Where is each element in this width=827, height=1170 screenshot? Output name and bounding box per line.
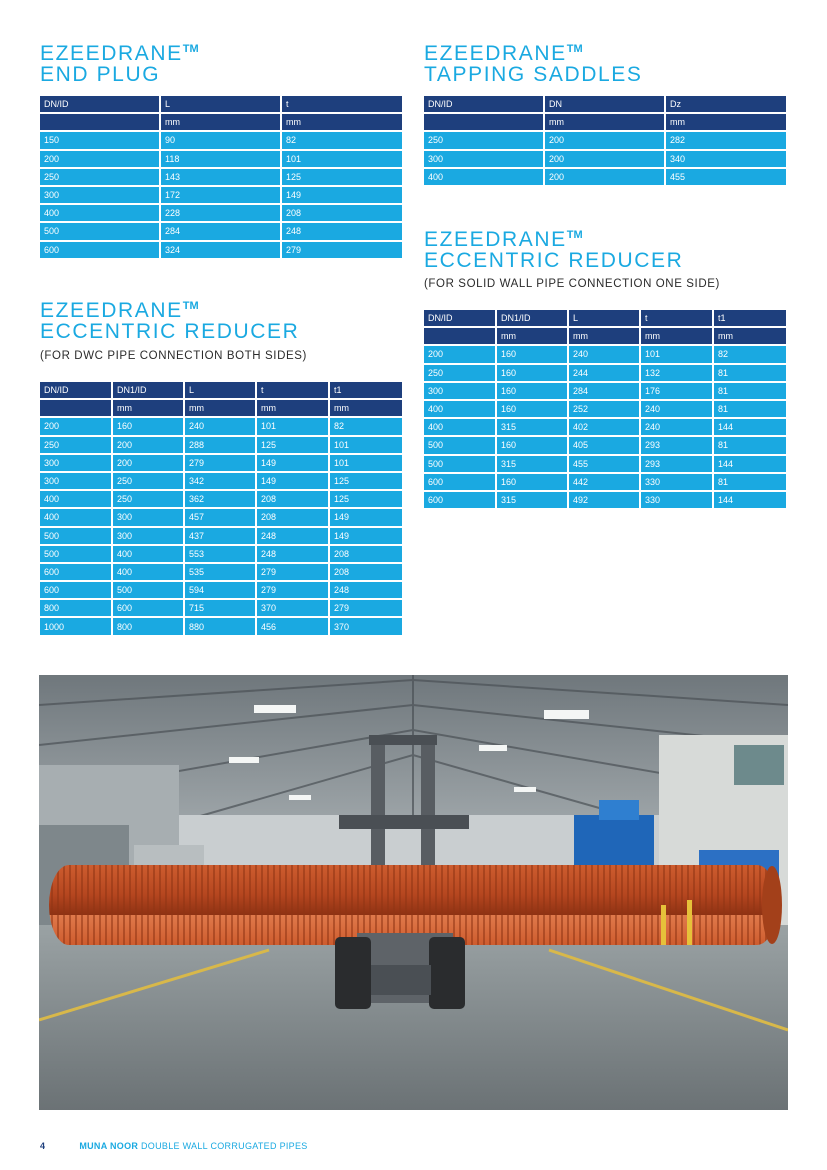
table-cell: 600	[40, 581, 112, 599]
table-cell: 400	[112, 563, 184, 581]
table-cell: 500	[424, 436, 496, 454]
table-cell: 82	[329, 417, 402, 435]
table-cell: 90	[160, 131, 281, 149]
table-cell: 125	[329, 472, 402, 490]
column-header: L	[184, 382, 256, 399]
footer-brand: MUNA NOOR	[79, 1141, 139, 1151]
table-cell: 600	[40, 563, 112, 581]
table-cell: 300	[112, 527, 184, 545]
table-cell: 293	[640, 436, 713, 454]
table-cell: 500	[424, 455, 496, 473]
page-footer	[40, 1141, 308, 1151]
table-row	[40, 508, 402, 526]
table-row	[40, 472, 402, 490]
eccentric-reducer-solid-subtitle: (FOR SOLID WALL PIPE CONNECTION ONE SIDE)	[424, 278, 720, 290]
table-cell: 101	[329, 436, 402, 454]
unit-cell: mm	[256, 399, 329, 417]
table-row	[40, 204, 402, 222]
table-cell: 293	[640, 455, 713, 473]
table-row	[40, 436, 402, 454]
table-cell: 144	[713, 418, 786, 436]
unit-cell	[40, 399, 112, 417]
table-cell: 132	[640, 364, 713, 382]
table-cell: 437	[184, 527, 256, 545]
tapping-saddles-table	[424, 96, 786, 187]
table-cell: 600	[424, 491, 496, 509]
warehouse-forklift-photo	[39, 675, 788, 1110]
table-cell: 315	[496, 418, 568, 436]
column-header: t	[281, 96, 402, 113]
table-cell: 149	[329, 527, 402, 545]
table-cell: 284	[568, 382, 640, 400]
table-cell: 340	[665, 150, 786, 168]
table-cell: 400	[424, 400, 496, 418]
column-header: DN1/ID	[112, 382, 184, 399]
table-cell: 82	[713, 345, 786, 363]
table-cell: 600	[112, 599, 184, 617]
table-cell: 200	[40, 150, 160, 168]
table-unit-row	[424, 327, 786, 345]
table-cell: 492	[568, 491, 640, 509]
table-unit-row	[40, 399, 402, 417]
table-row	[424, 491, 786, 509]
table-cell: 81	[713, 436, 786, 454]
table-cell: 456	[256, 617, 329, 635]
table-cell: 160	[496, 473, 568, 491]
table-cell: 402	[568, 418, 640, 436]
tapping-saddles-title: EZEEDRANE™ TAPPING SADDLES	[424, 42, 643, 86]
table-cell: 279	[256, 581, 329, 599]
unit-cell: mm	[568, 327, 640, 345]
table-row	[40, 222, 402, 240]
table-cell: 279	[281, 241, 402, 259]
table-row	[424, 131, 786, 149]
eccentric-reducer-solid-title: EZEEDRANE™ ECCENTRIC REDUCER	[424, 228, 684, 272]
table-cell: 288	[184, 436, 256, 454]
table-row	[424, 382, 786, 400]
table-cell: 248	[281, 222, 402, 240]
table-cell: 81	[713, 473, 786, 491]
table-cell: 81	[713, 382, 786, 400]
column-header: t1	[713, 310, 786, 327]
column-header: DN/ID	[424, 310, 496, 327]
table-cell: 160	[496, 400, 568, 418]
table-cell: 160	[496, 382, 568, 400]
unit-cell: mm	[544, 113, 665, 131]
table-cell: 150	[40, 131, 160, 149]
table-cell: 250	[40, 436, 112, 454]
eccentric-reducer-dwc-table	[40, 382, 402, 637]
table-cell: 300	[40, 454, 112, 472]
table-cell: 160	[496, 345, 568, 363]
table-row	[40, 545, 402, 563]
table-cell: 594	[184, 581, 256, 599]
table-cell: 101	[640, 345, 713, 363]
table-unit-row	[424, 113, 786, 131]
table-row	[40, 150, 402, 168]
column-header: Dz	[665, 96, 786, 113]
table-cell: 500	[40, 527, 112, 545]
table-row	[424, 345, 786, 363]
table-row	[424, 473, 786, 491]
table-cell: 800	[112, 617, 184, 635]
table-cell: 160	[496, 364, 568, 382]
table-row	[40, 131, 402, 149]
table-cell: 118	[160, 150, 281, 168]
table-row	[424, 150, 786, 168]
table-header-row	[424, 310, 786, 327]
table-cell: 300	[424, 382, 496, 400]
table-row	[424, 455, 786, 473]
table-cell: 800	[40, 599, 112, 617]
table-row	[40, 599, 402, 617]
unit-cell	[424, 113, 544, 131]
table-cell: 244	[568, 364, 640, 382]
unit-cell: mm	[665, 113, 786, 131]
column-header: DN/ID	[40, 382, 112, 399]
table-cell: 442	[568, 473, 640, 491]
column-header: t	[640, 310, 713, 327]
table-row	[40, 454, 402, 472]
table-row	[40, 490, 402, 508]
table-cell: 405	[568, 436, 640, 454]
table-cell: 101	[256, 417, 329, 435]
table-cell: 330	[640, 491, 713, 509]
end-plug-title: EZEEDRANE™ END PLUG	[40, 42, 199, 86]
table-cell: 208	[329, 563, 402, 581]
table-cell: 370	[329, 617, 402, 635]
table-cell: 144	[713, 455, 786, 473]
table-unit-row	[40, 113, 402, 131]
unit-cell: mm	[112, 399, 184, 417]
table-cell: 82	[281, 131, 402, 149]
table-cell: 279	[329, 599, 402, 617]
table-cell: 200	[112, 454, 184, 472]
table-row	[40, 563, 402, 581]
table-cell: 143	[160, 168, 281, 186]
table-row	[40, 527, 402, 545]
table-cell: 101	[329, 454, 402, 472]
table-row	[424, 364, 786, 382]
unit-cell	[40, 113, 160, 131]
table-cell: 279	[256, 563, 329, 581]
table-cell: 208	[329, 545, 402, 563]
table-cell: 208	[256, 508, 329, 526]
table-cell: 500	[112, 581, 184, 599]
table-row	[424, 400, 786, 418]
table-cell: 228	[160, 204, 281, 222]
table-cell: 600	[40, 241, 160, 259]
table-cell: 315	[496, 491, 568, 509]
eccentric-reducer-solid-table	[424, 310, 786, 510]
table-row	[424, 436, 786, 454]
table-cell: 248	[256, 527, 329, 545]
table-cell: 149	[256, 454, 329, 472]
table-cell: 240	[184, 417, 256, 435]
table-cell: 500	[40, 222, 160, 240]
eccentric-reducer-dwc-title: EZEEDRANE™ ECCENTRIC REDUCER	[40, 299, 300, 343]
table-row	[40, 417, 402, 435]
table-cell: 200	[424, 345, 496, 363]
eccentric-reducer-dwc-subtitle: (FOR DWC PIPE CONNECTION BOTH SIDES)	[40, 350, 307, 362]
table-cell: 172	[160, 186, 281, 204]
table-cell: 208	[281, 204, 402, 222]
footer-text: DOUBLE WALL CORRUGATED PIPES	[138, 1141, 308, 1151]
table-cell: 149	[281, 186, 402, 204]
table-header-row	[40, 382, 402, 399]
table-cell: 282	[665, 131, 786, 149]
table-cell: 149	[256, 472, 329, 490]
unit-cell: mm	[160, 113, 281, 131]
unit-cell	[424, 327, 496, 345]
table-cell: 600	[424, 473, 496, 491]
table-cell: 250	[112, 472, 184, 490]
table-cell: 160	[496, 436, 568, 454]
table-cell: 81	[713, 364, 786, 382]
table-cell: 144	[713, 491, 786, 509]
table-cell: 125	[329, 490, 402, 508]
table-row	[424, 168, 786, 186]
unit-cell: mm	[496, 327, 568, 345]
table-cell: 200	[40, 417, 112, 435]
table-cell: 200	[544, 131, 665, 149]
end-plug-table	[40, 96, 402, 260]
table-cell: 330	[640, 473, 713, 491]
table-cell: 324	[160, 241, 281, 259]
table-cell: 200	[544, 168, 665, 186]
table-cell: 248	[329, 581, 402, 599]
unit-cell: mm	[640, 327, 713, 345]
unit-cell: mm	[713, 327, 786, 345]
table-cell: 200	[112, 436, 184, 454]
table-cell: 252	[568, 400, 640, 418]
unit-cell: mm	[329, 399, 402, 417]
table-cell: 250	[112, 490, 184, 508]
column-header: L	[568, 310, 640, 327]
page-number: 4	[40, 1141, 46, 1151]
table-cell: 455	[665, 168, 786, 186]
table-cell: 715	[184, 599, 256, 617]
table-header-row	[424, 96, 786, 113]
table-row	[40, 241, 402, 259]
table-cell: 176	[640, 382, 713, 400]
table-cell: 400	[424, 418, 496, 436]
table-cell: 81	[713, 400, 786, 418]
table-cell: 400	[40, 204, 160, 222]
table-cell: 400	[112, 545, 184, 563]
table-cell: 362	[184, 490, 256, 508]
table-cell: 300	[40, 186, 160, 204]
unit-cell: mm	[184, 399, 256, 417]
table-cell: 240	[640, 400, 713, 418]
table-cell: 279	[184, 454, 256, 472]
column-header: DN	[544, 96, 665, 113]
table-cell: 370	[256, 599, 329, 617]
table-cell: 200	[544, 150, 665, 168]
table-cell: 160	[112, 417, 184, 435]
table-cell: 248	[256, 545, 329, 563]
table-cell: 149	[329, 508, 402, 526]
table-header-row	[40, 96, 402, 113]
table-row	[40, 186, 402, 204]
column-header: DN1/ID	[496, 310, 568, 327]
table-cell: 400	[40, 490, 112, 508]
table-cell: 250	[424, 131, 544, 149]
table-cell: 300	[424, 150, 544, 168]
table-cell: 125	[256, 436, 329, 454]
table-cell: 208	[256, 490, 329, 508]
table-cell: 250	[40, 168, 160, 186]
table-cell: 284	[160, 222, 281, 240]
table-cell: 342	[184, 472, 256, 490]
table-cell: 457	[184, 508, 256, 526]
table-cell: 240	[568, 345, 640, 363]
column-header: DN/ID	[424, 96, 544, 113]
column-header: L	[160, 96, 281, 113]
table-cell: 125	[281, 168, 402, 186]
column-header: DN/ID	[40, 96, 160, 113]
table-row	[40, 581, 402, 599]
table-cell: 553	[184, 545, 256, 563]
table-cell: 455	[568, 455, 640, 473]
table-cell: 535	[184, 563, 256, 581]
table-cell: 101	[281, 150, 402, 168]
table-cell: 400	[424, 168, 544, 186]
table-cell: 400	[40, 508, 112, 526]
table-cell: 1000	[40, 617, 112, 635]
table-row	[424, 418, 786, 436]
unit-cell: mm	[281, 113, 402, 131]
table-cell: 250	[424, 364, 496, 382]
table-cell: 315	[496, 455, 568, 473]
table-cell: 300	[40, 472, 112, 490]
table-cell: 880	[184, 617, 256, 635]
table-cell: 500	[40, 545, 112, 563]
table-cell: 240	[640, 418, 713, 436]
table-cell: 300	[112, 508, 184, 526]
table-row	[40, 168, 402, 186]
table-row	[40, 617, 402, 635]
column-header: t	[256, 382, 329, 399]
column-header: t1	[329, 382, 402, 399]
